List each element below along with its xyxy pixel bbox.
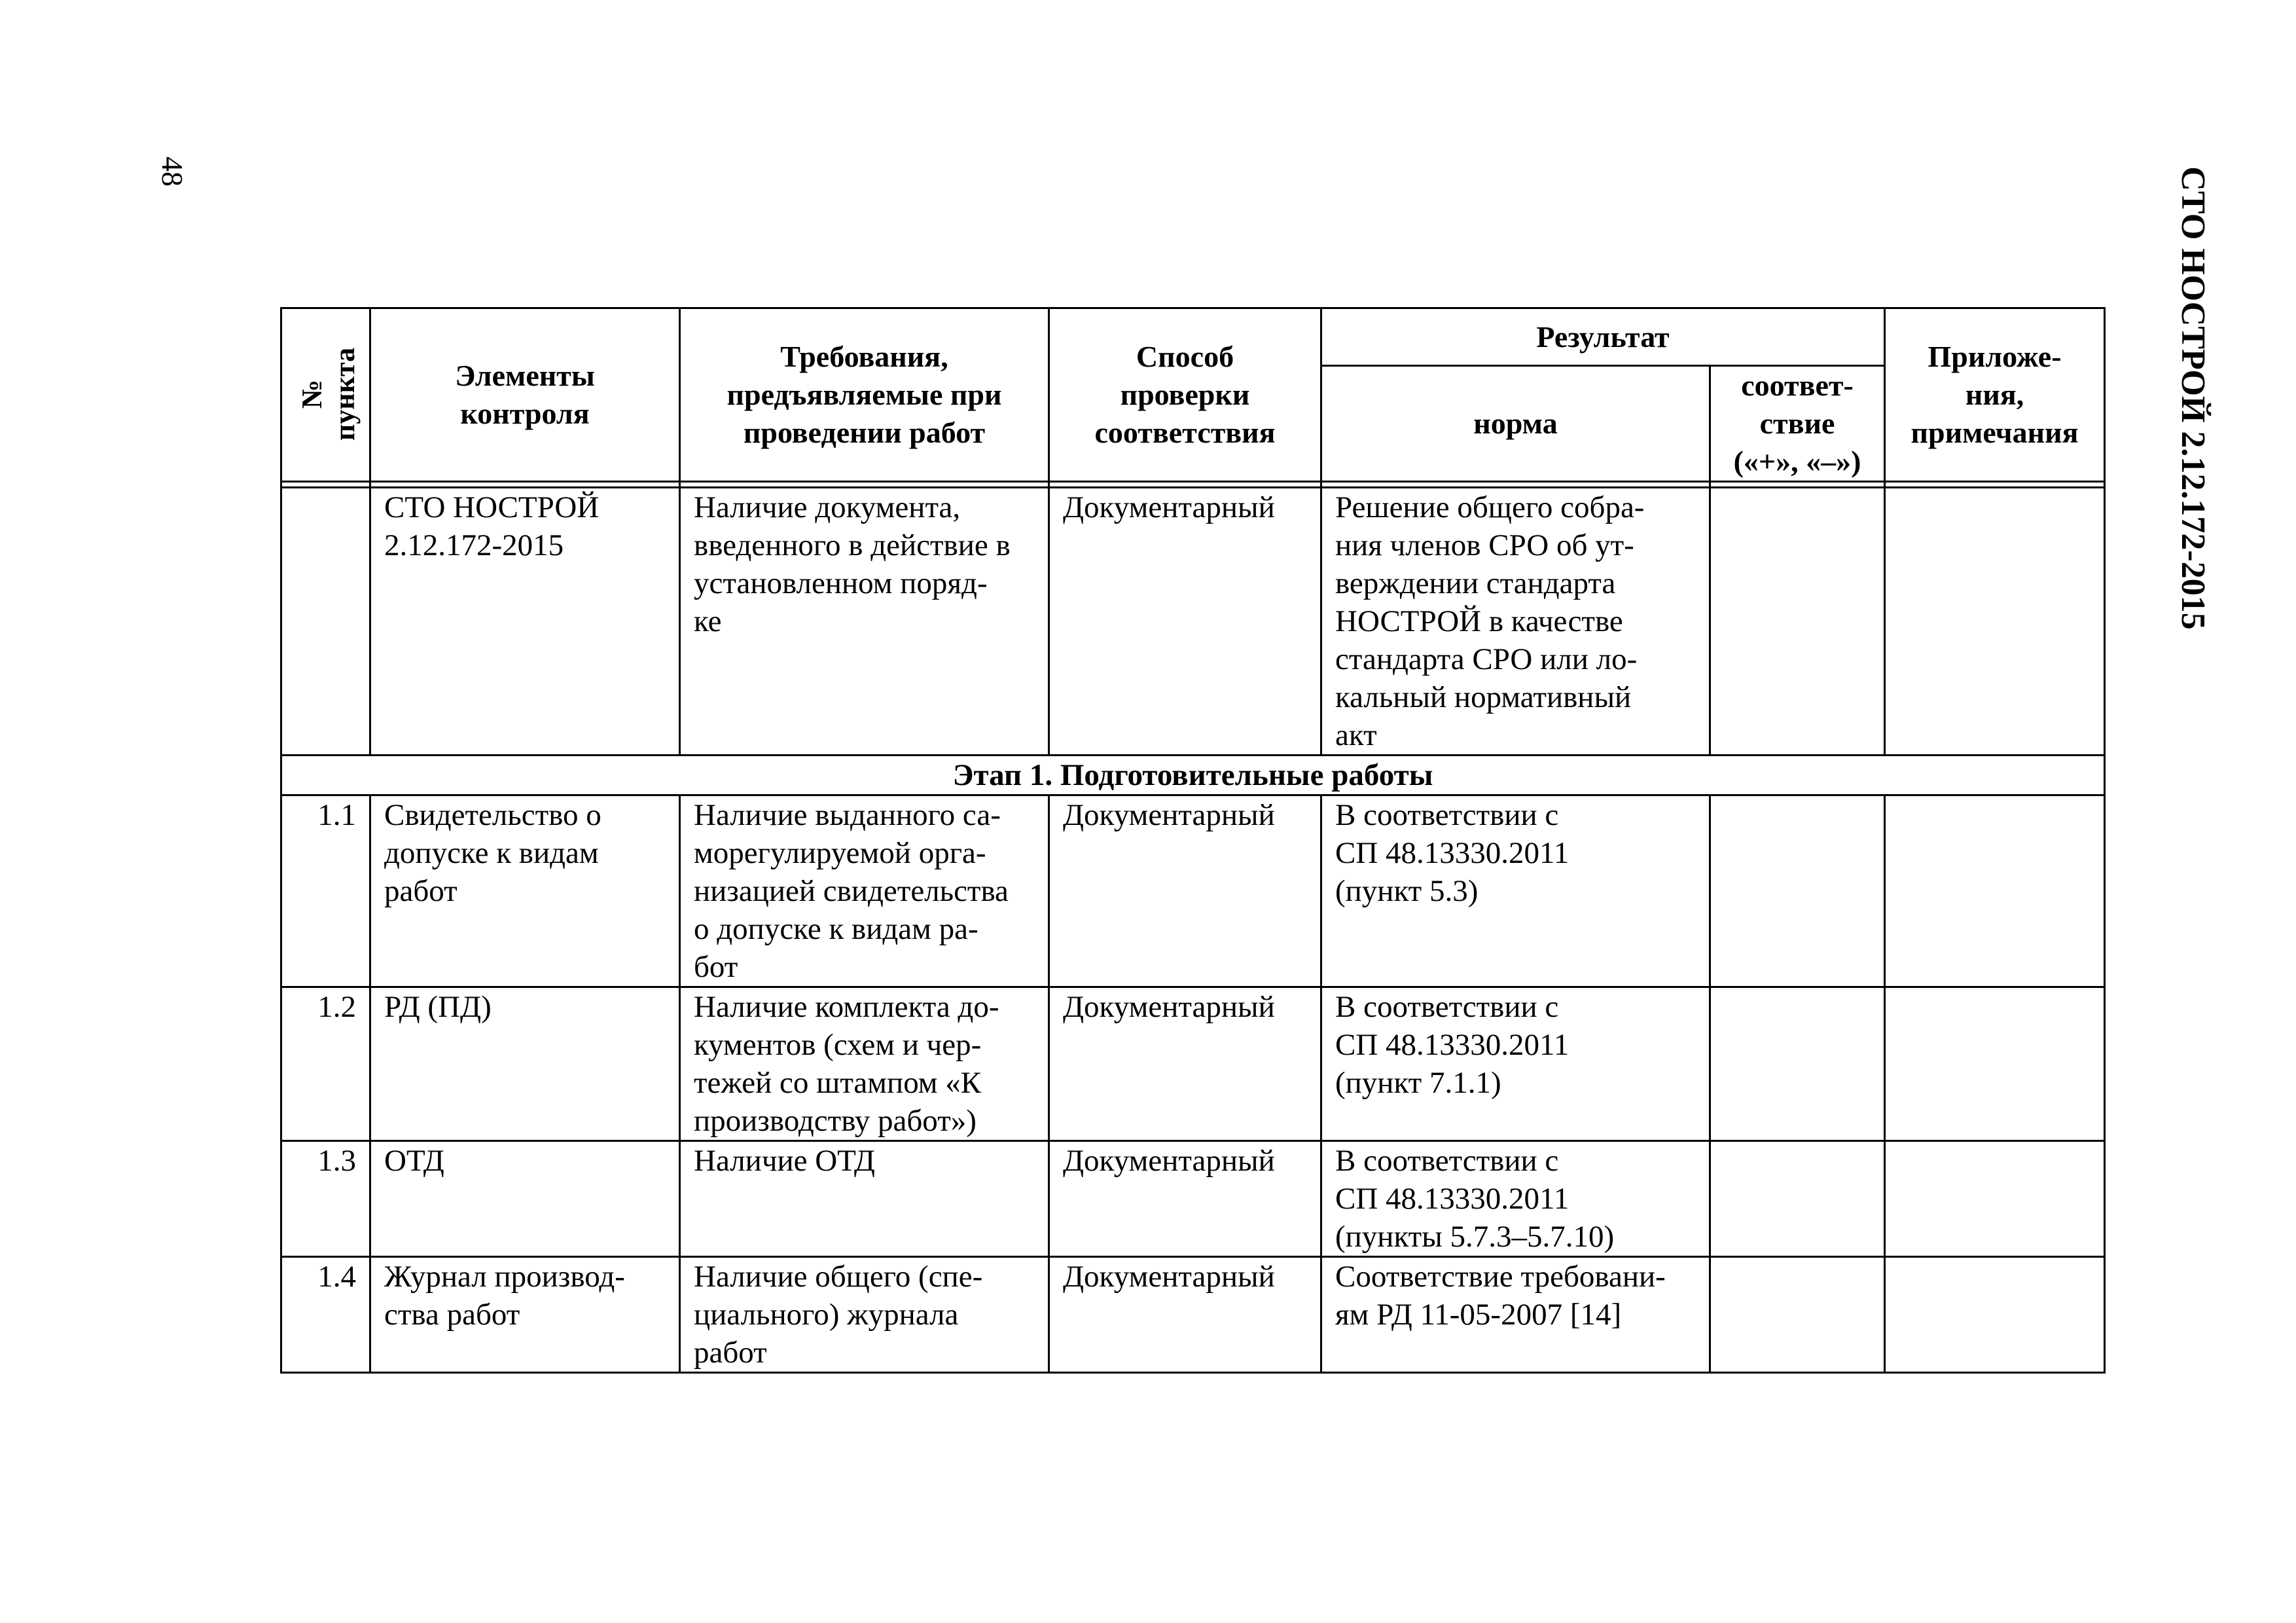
document-code: СТО НОСТРОЙ 2.12.172-2015 [2174,166,2212,630]
cell-element: Свидетельство о допуске к видам работ [370,795,680,987]
header-notes: Приложе- ния, примечания [1885,308,2105,482]
cell-notes [1885,1141,2105,1257]
table-row [281,1257,2105,1373]
table-row [281,1141,2105,1257]
cell-norm: Решение общего собра- ния членов СРО об ут- верждении стандарта НОСТРОЙ в качестве стандарта СРО или ло- кальный нормативный акт [1321,488,1710,756]
cell-requirement: Наличие выданного са- морегулируемой орга- низацией свидетельства о допуске к видам ра- бот [680,795,1049,987]
cell-norm: В соответствии с СП 48.13330.2011 (пункт 5.3) [1321,795,1710,987]
cell-num: 1.1 [281,795,370,987]
cell-norm: Соответствие требовани- ям РД 11-05-2007 [14] [1321,1257,1710,1373]
cell-compliance [1710,987,1885,1141]
stage-title: Этап 1. Подготовительные работы [281,756,2105,795]
header-double-rule [281,482,2105,488]
header-elements: Элементы контроля [370,308,680,482]
page-number: 48 [156,156,189,187]
cell-num: 1.4 [281,1257,370,1373]
cell-compliance [1710,1257,1885,1373]
cell-notes [1885,488,2105,756]
cell-element: Журнал производ- ства работ [370,1257,680,1373]
cell-notes [1885,1257,2105,1373]
cell-requirement: Наличие ОТД [680,1141,1049,1257]
cell-element: ОТД [370,1141,680,1257]
cell-requirement: Наличие общего (спе- циального) журнала работ [680,1257,1049,1373]
stage-row [281,756,2105,795]
cell-notes [1885,795,2105,987]
cell-requirement: Наличие документа, введенного в действие в установленном поряд- ке [680,488,1049,756]
cell-compliance [1710,795,1885,987]
cell-num [281,488,370,756]
table-row [281,795,2105,987]
table-header [281,308,2105,488]
cell-norm: В соответствии с СП 48.13330.2011 (пункты 5.7.3–5.7.10) [1321,1141,1710,1257]
header-compliance: соответ- ствие («+», «–») [1710,366,1885,482]
cell-method: Документарный [1049,488,1321,756]
table-row-intro [281,488,2105,756]
cell-num: 1.2 [281,987,370,1141]
table-row [281,987,2105,1141]
cell-notes [1885,987,2105,1141]
cell-norm: В соответствии с СП 48.13330.2011 (пункт 7.1.1) [1321,987,1710,1141]
header-num-label: № пункта [296,347,361,441]
header-requirements: Требования, предъявляемые при проведении работ [680,308,1049,482]
cell-method: Документарный [1049,987,1321,1141]
header-result: Результат [1321,308,1885,366]
cell-method: Документарный [1049,1257,1321,1373]
header-num [281,308,370,482]
cell-compliance [1710,1141,1885,1257]
header-method: Способ проверки соответствия [1049,308,1321,482]
cell-method: Документарный [1049,1141,1321,1257]
cell-method: Документарный [1049,795,1321,987]
header-norm: норма [1321,366,1710,482]
cell-compliance [1710,488,1885,756]
cell-num: 1.3 [281,1141,370,1257]
cell-requirement: Наличие комплекта до- кументов (схем и чер- тежей со штампом «К производству работ») [680,987,1049,1141]
control-table [280,307,2106,1374]
table-body [281,488,2105,1373]
cell-element: СТО НОСТРОЙ 2.12.172-2015 [370,488,680,756]
cell-element: РД (ПД) [370,987,680,1141]
